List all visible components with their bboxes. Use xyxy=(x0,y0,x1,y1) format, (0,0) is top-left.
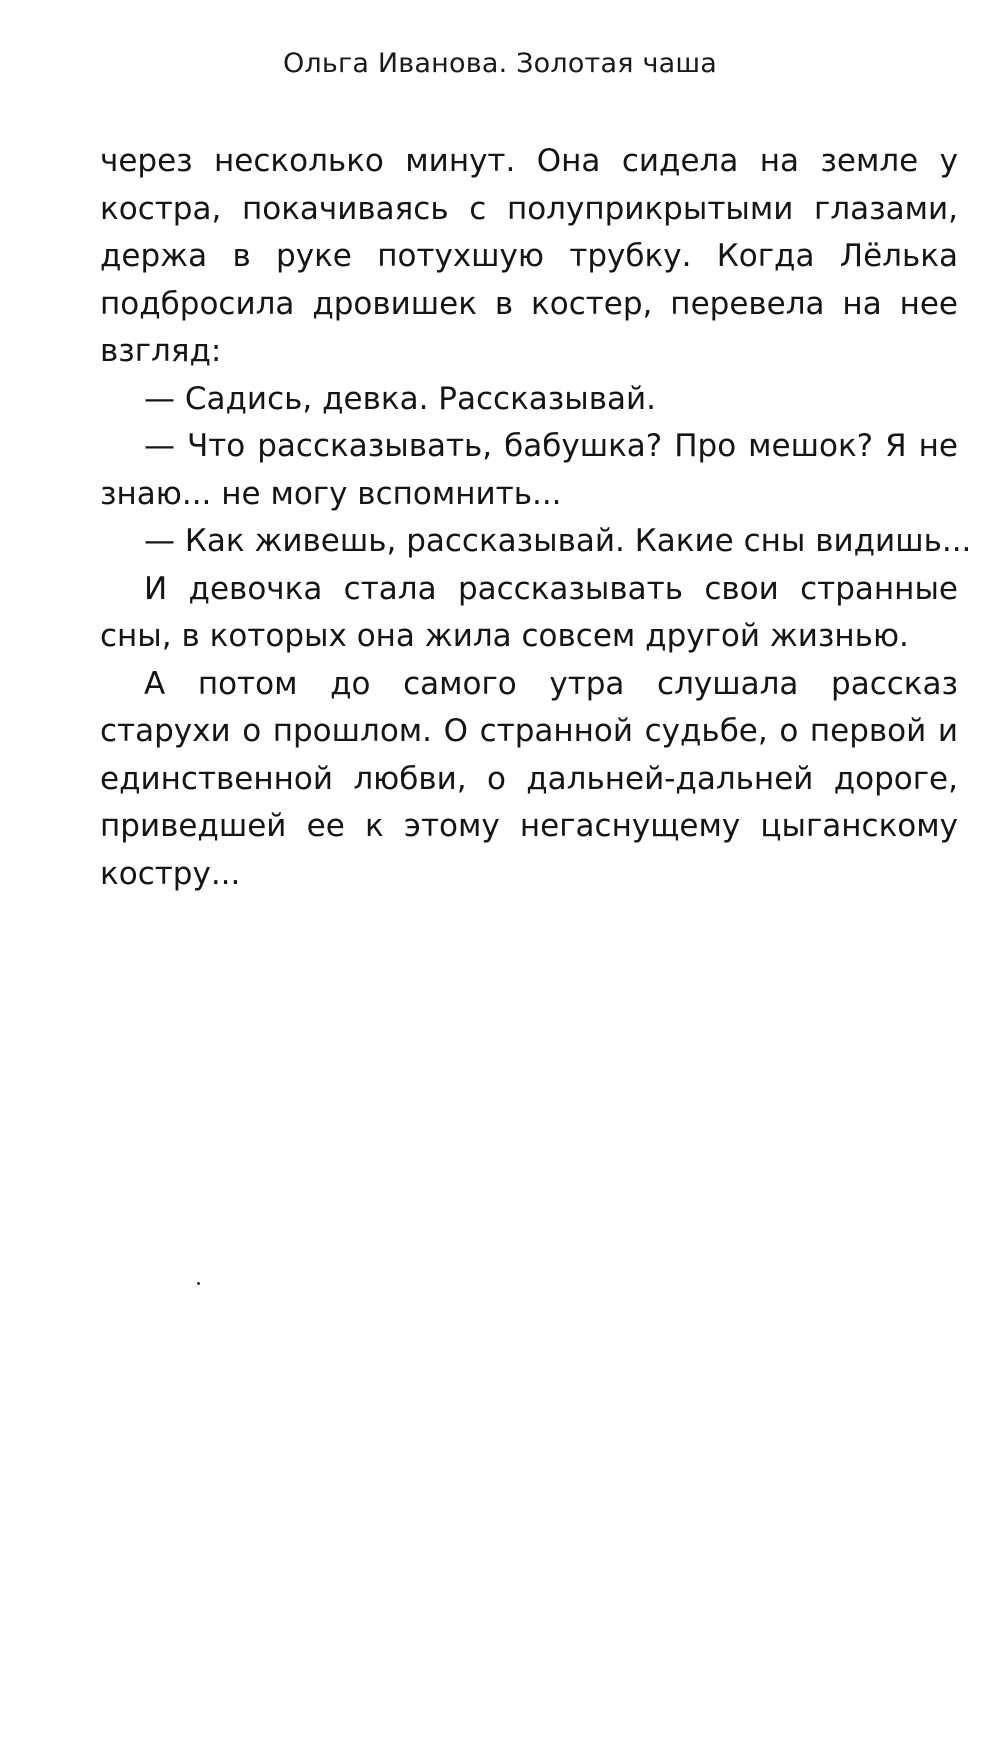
paragraph: через несколько минут. Она сидела на земле у костра, покачиваясь с полуприкрытыми глазами, держа в руке потухшую трубку. Когда Лёлька подбросила дровишек в костер, перевела на нее взгляд: xyxy=(100,143,958,369)
paragraph: И девочка стала рассказывать свои странные сны, в которых она жила совсем другой жизнью. xyxy=(100,570,958,654)
scan-speck xyxy=(197,1282,200,1285)
dialogue-line: — Садись, девка. Рассказывай. xyxy=(144,380,657,417)
dialogue-line: — Что рассказывать, бабушка? Про мешок? Я не знаю... не могу вспомнить... xyxy=(100,428,958,512)
paragraph: А потом до самого утра слушала рассказ старухи о прошлом. О странной судьбе, о первой и единственной любви, о дальней-дальней дороге, приведшей ее к этому негаснущему цыганскому костру... xyxy=(100,665,958,892)
body-text xyxy=(100,138,972,898)
dialogue-line: — Как живешь, рассказывай. Какие сны видишь... xyxy=(144,523,972,559)
running-header: Ольга Иванова. Золотая чаша xyxy=(282,48,718,79)
